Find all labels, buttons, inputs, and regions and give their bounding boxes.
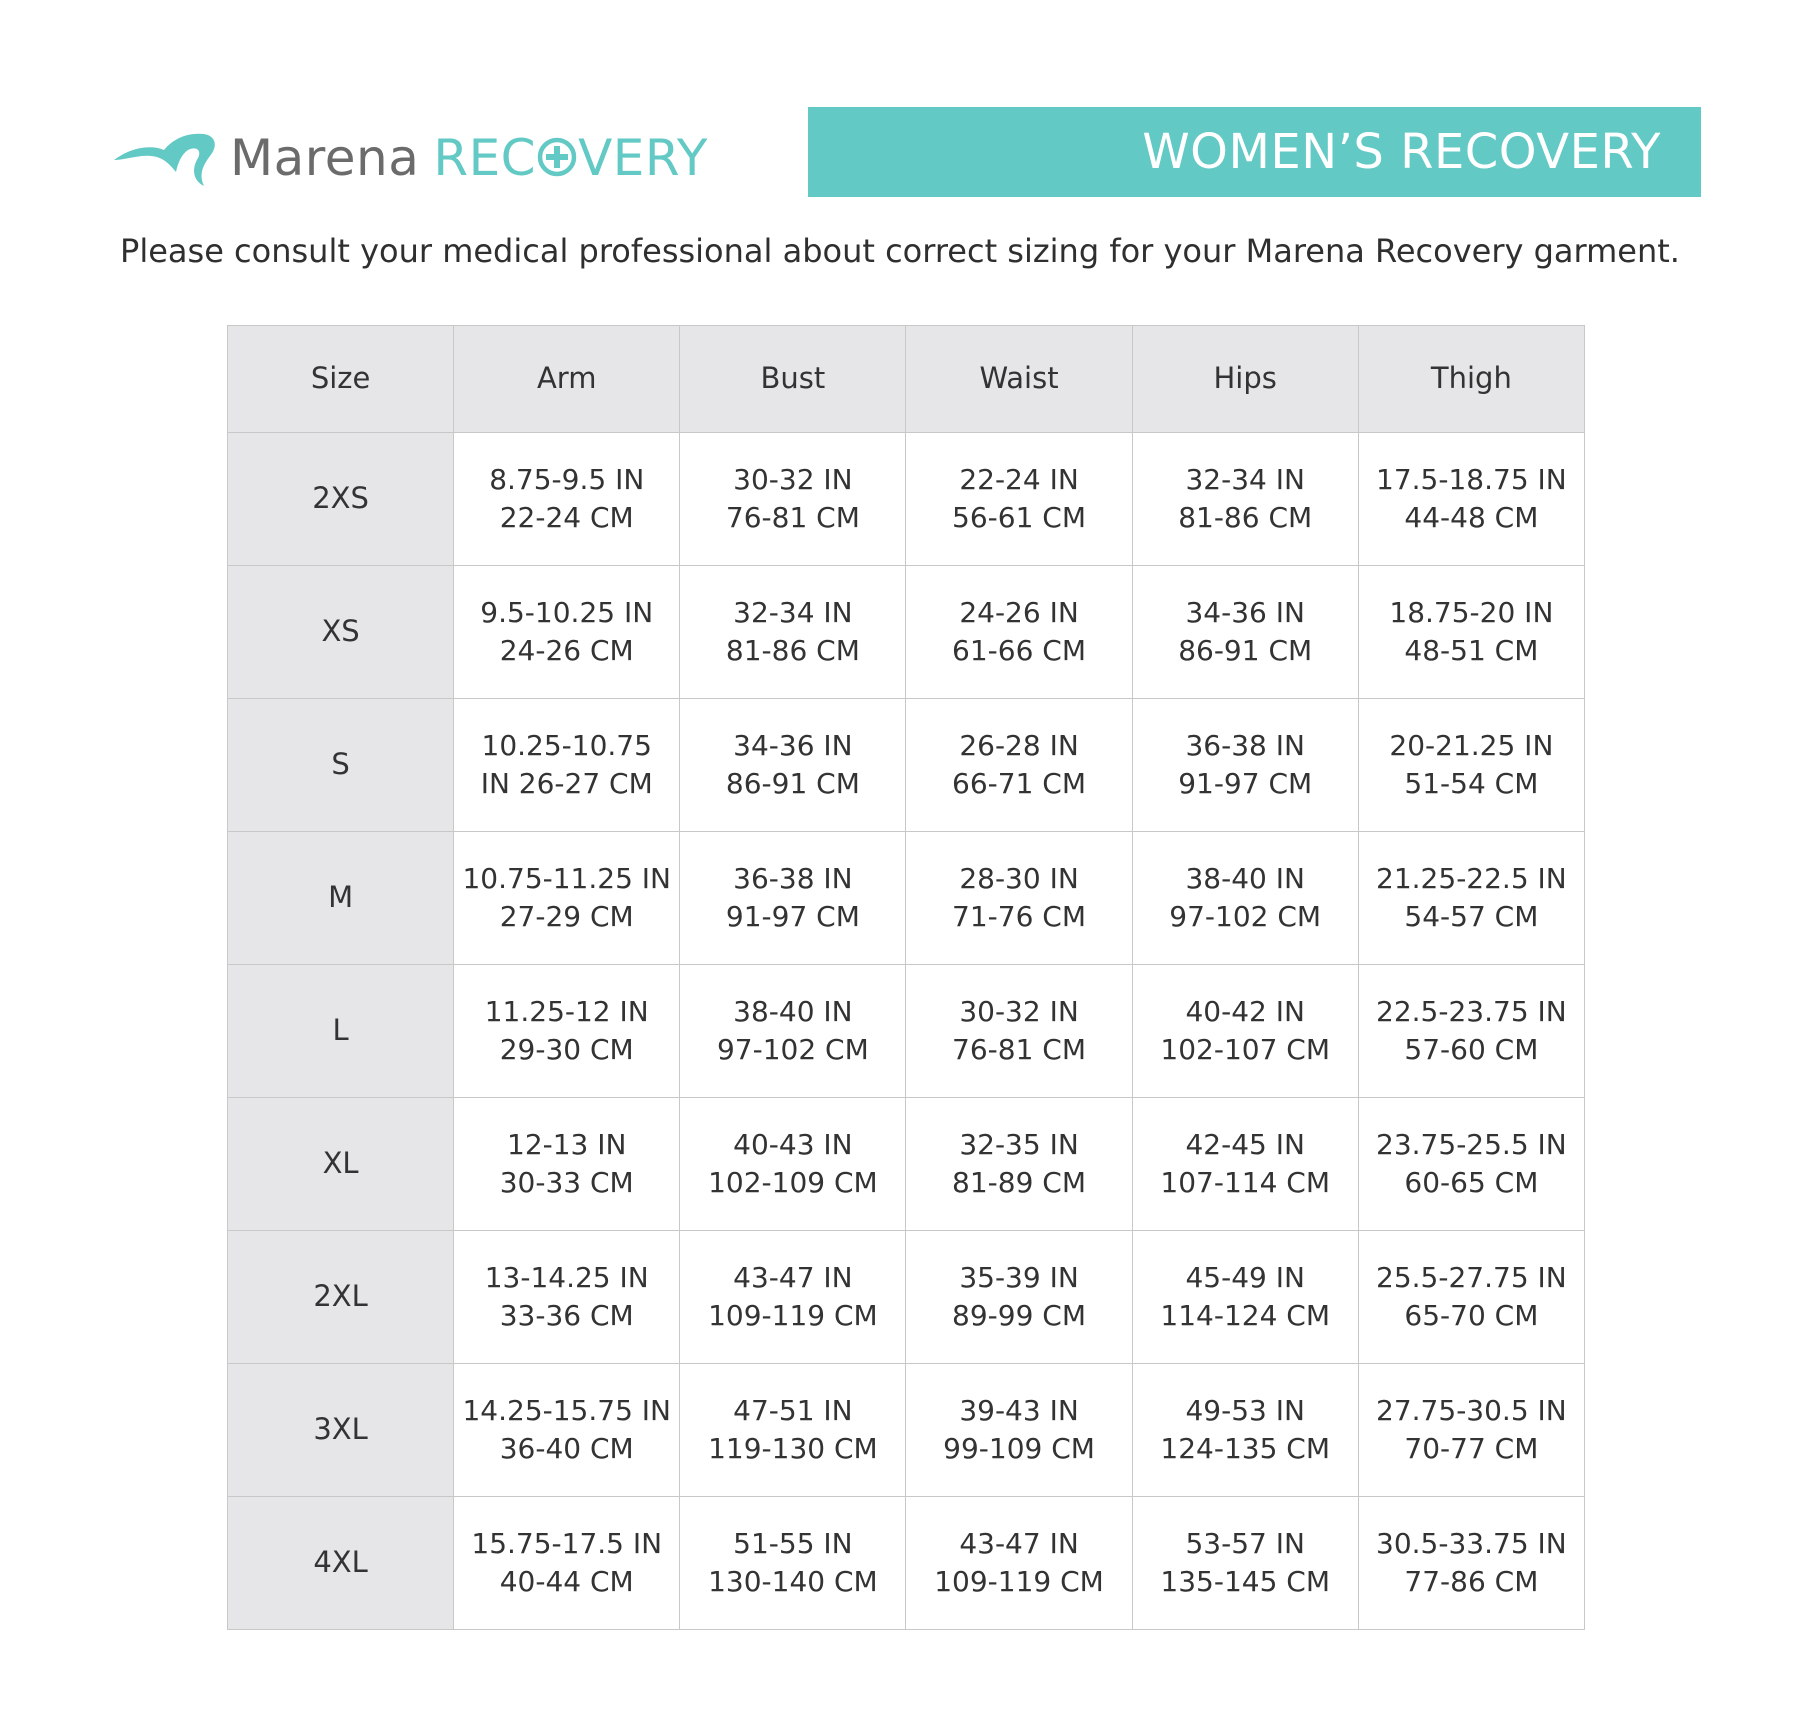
measurement-line-2: 109-119 CM [934,1565,1104,1598]
marena-recovery-logo [112,118,708,198]
measurement-line-1: 17.5-18.75 IN [1376,462,1567,496]
bust-measurement-cell [680,433,906,566]
measurement-line-1: 10.25-10.75 [481,728,652,762]
measurement-line-2: 86-91 CM [725,767,860,800]
measurement-line-2: 130-140 CM [708,1565,878,1598]
measurement-line-1: 10.75-11.25 IN [462,861,671,895]
measurement-line-2: 44-48 CM [1404,501,1539,534]
logo-product-text [433,129,708,187]
size-chart-table [227,325,1585,1630]
measurement-line-1: 45-49 IN [1185,1260,1305,1294]
measurement-line-2: 27-29 CM [499,900,634,933]
measurement-line-1: 36-38 IN [733,861,853,895]
measurement-line-2: 97-102 CM [716,1033,869,1066]
measurement-line-1: 40-43 IN [733,1127,853,1161]
logo-product-suffix: VERY [578,129,708,187]
thigh-measurement-cell [1358,433,1584,566]
waist-measurement-cell [906,965,1132,1098]
logo-wordmark [230,129,708,187]
header-row [228,326,1585,433]
measurement-line-2: 119-130 CM [708,1432,878,1465]
measurement-line-2: IN 26-27 CM [480,767,653,800]
measurement-line-2: 135-145 CM [1160,1565,1330,1598]
size-label-cell: L [228,965,454,1098]
measurement-line-2: 57-60 CM [1404,1033,1539,1066]
hips-measurement-cell [1132,965,1358,1098]
banner-title: WOMEN’S RECOVERY [1142,124,1661,180]
measurement-line-1: 20-21.25 IN [1389,728,1554,762]
hips-measurement-cell [1132,1231,1358,1364]
measurement-line-2: 56-61 CM [952,501,1087,534]
column-header-thigh: Thigh [1358,326,1584,433]
measurement-line-2: 97-102 CM [1169,900,1322,933]
measurement-line-1: 27.75-30.5 IN [1376,1393,1567,1427]
hips-measurement-cell [1132,1497,1358,1630]
medical-cross-icon [537,137,577,177]
table-row [228,1497,1585,1630]
measurement-line-1: 13-14.25 IN [484,1260,649,1294]
column-header-size: Size [228,326,454,433]
measurement-line-2: 86-91 CM [1178,634,1313,667]
arm-measurement-cell [454,832,680,965]
measurement-line-1: 15.75-17.5 IN [471,1526,663,1560]
measurement-line-1: 28-30 IN [959,861,1079,895]
waist-measurement-cell [906,1231,1132,1364]
size-label-cell: 3XL [228,1364,454,1497]
measurement-line-2: 124-135 CM [1160,1432,1330,1465]
bust-measurement-cell [680,566,906,699]
table-row [228,433,1585,566]
measurement-line-2: 30-33 CM [499,1166,634,1199]
thigh-measurement-cell [1358,1497,1584,1630]
measurement-line-1: 32-34 IN [733,595,853,629]
measurement-line-1: 26-28 IN [959,728,1079,762]
waist-measurement-cell [906,1497,1132,1630]
thigh-measurement-cell [1358,566,1584,699]
measurement-line-2: 99-109 CM [943,1432,1095,1465]
category-banner [808,107,1701,197]
table-row [228,1098,1585,1231]
measurement-line-2: 24-26 CM [499,634,634,667]
measurement-line-2: 89-99 CM [952,1299,1087,1332]
waist-measurement-cell [906,832,1132,965]
measurement-line-1: 30-32 IN [733,462,853,496]
hips-measurement-cell [1132,1364,1358,1497]
table-row [228,1364,1585,1497]
measurement-line-1: 32-35 IN [959,1127,1079,1161]
measurement-line-1: 34-36 IN [733,728,853,762]
table-row [228,1231,1585,1364]
bust-measurement-cell [680,1497,906,1630]
table-row [228,965,1585,1098]
size-label-cell: 2XS [228,433,454,566]
bust-measurement-cell [680,832,906,965]
measurement-line-2: 70-77 CM [1404,1432,1539,1465]
marena-swoosh-icon [112,124,220,192]
arm-measurement-cell [454,699,680,832]
measurement-line-1: 32-34 IN [1185,462,1305,496]
waist-measurement-cell [906,699,1132,832]
thigh-measurement-cell [1358,699,1584,832]
measurement-line-2: 76-81 CM [725,501,860,534]
column-header-arm: Arm [454,326,680,433]
measurement-line-1: 12-13 IN [507,1127,627,1161]
measurement-line-1: 21.25-22.5 IN [1376,861,1567,895]
measurement-line-2: 36-40 CM [499,1432,634,1465]
sizing-disclaimer: Please consult your medical professional about correct sizing for your Marena Recovery garment. [120,232,1680,270]
arm-measurement-cell [454,1231,680,1364]
bust-measurement-cell [680,1098,906,1231]
measurement-line-1: 35-39 IN [959,1260,1079,1294]
measurement-line-2: 54-57 CM [1404,900,1539,933]
hips-measurement-cell [1132,699,1358,832]
measurement-line-2: 48-51 CM [1404,634,1539,667]
measurement-line-2: 109-119 CM [708,1299,878,1332]
measurement-line-1: 22.5-23.75 IN [1376,994,1567,1028]
measurement-line-2: 81-89 CM [952,1166,1087,1199]
hips-measurement-cell [1132,433,1358,566]
table-row [228,832,1585,965]
measurement-line-2: 107-114 CM [1160,1166,1330,1199]
measurement-line-1: 43-47 IN [733,1260,853,1294]
size-label-cell: XS [228,566,454,699]
hips-measurement-cell [1132,832,1358,965]
measurement-line-2: 61-66 CM [952,634,1087,667]
measurement-line-1: 30-32 IN [959,994,1079,1028]
bust-measurement-cell [680,965,906,1098]
arm-measurement-cell [454,965,680,1098]
measurement-line-1: 43-47 IN [959,1526,1079,1560]
measurement-line-1: 38-40 IN [1185,861,1305,895]
measurement-line-1: 23.75-25.5 IN [1376,1127,1567,1161]
measurement-line-2: 71-76 CM [952,900,1087,933]
column-header-hips: Hips [1132,326,1358,433]
measurement-line-2: 33-36 CM [499,1299,634,1332]
column-header-bust: Bust [680,326,906,433]
measurement-line-1: 8.75-9.5 IN [489,462,645,496]
measurement-line-1: 11.25-12 IN [484,994,649,1028]
measurement-line-1: 14.25-15.75 IN [462,1393,671,1427]
measurement-line-1: 51-55 IN [733,1526,853,1560]
logo-product-prefix: REC [433,129,537,187]
measurement-line-1: 42-45 IN [1185,1127,1305,1161]
arm-measurement-cell [454,433,680,566]
table-row [228,699,1585,832]
measurement-line-1: 49-53 IN [1185,1393,1305,1427]
measurement-line-2: 81-86 CM [725,634,860,667]
thigh-measurement-cell [1358,1231,1584,1364]
measurement-line-1: 34-36 IN [1185,595,1305,629]
logo-brand-text: Marena [230,129,420,187]
measurement-line-1: 18.75-20 IN [1389,595,1554,629]
table-header [228,326,1585,433]
measurement-line-2: 114-124 CM [1160,1299,1330,1332]
bust-measurement-cell [680,699,906,832]
measurement-line-2: 51-54 CM [1404,767,1539,800]
measurement-line-1: 22-24 IN [959,462,1079,496]
size-label-cell: 2XL [228,1231,454,1364]
hips-measurement-cell [1132,1098,1358,1231]
measurement-line-2: 102-107 CM [1160,1033,1330,1066]
measurement-line-1: 53-57 IN [1185,1526,1305,1560]
measurement-line-1: 38-40 IN [733,994,853,1028]
waist-measurement-cell [906,1364,1132,1497]
thigh-measurement-cell [1358,1098,1584,1231]
waist-measurement-cell [906,1098,1132,1231]
measurement-line-1: 36-38 IN [1185,728,1305,762]
measurement-line-2: 40-44 CM [499,1565,634,1598]
table-row [228,566,1585,699]
bust-measurement-cell [680,1231,906,1364]
measurement-line-2: 91-97 CM [1178,767,1313,800]
measurement-line-1: 24-26 IN [959,595,1079,629]
arm-measurement-cell [454,1098,680,1231]
arm-measurement-cell [454,566,680,699]
hips-measurement-cell [1132,566,1358,699]
column-header-waist: Waist [906,326,1132,433]
thigh-measurement-cell [1358,965,1584,1098]
measurement-line-2: 29-30 CM [499,1033,634,1066]
measurement-line-2: 60-65 CM [1404,1166,1539,1199]
size-label-cell: 4XL [228,1497,454,1630]
measurement-line-2: 91-97 CM [725,900,860,933]
measurement-line-1: 47-51 IN [733,1393,853,1427]
measurement-line-1: 30.5-33.75 IN [1376,1526,1567,1560]
arm-measurement-cell [454,1364,680,1497]
measurement-line-1: 40-42 IN [1185,994,1305,1028]
bust-measurement-cell [680,1364,906,1497]
measurement-line-2: 76-81 CM [952,1033,1087,1066]
size-label-cell: XL [228,1098,454,1231]
waist-measurement-cell [906,566,1132,699]
measurement-line-2: 66-71 CM [952,767,1087,800]
measurement-line-2: 77-86 CM [1404,1565,1539,1598]
thigh-measurement-cell [1358,832,1584,965]
waist-measurement-cell [906,433,1132,566]
size-label-cell: M [228,832,454,965]
measurement-line-2: 81-86 CM [1178,501,1313,534]
measurement-line-2: 65-70 CM [1404,1299,1539,1332]
measurement-line-2: 102-109 CM [708,1166,878,1199]
thigh-measurement-cell [1358,1364,1584,1497]
arm-measurement-cell [454,1497,680,1630]
size-label-cell: S [228,699,454,832]
measurement-line-1: 25.5-27.75 IN [1376,1260,1567,1294]
measurement-line-1: 9.5-10.25 IN [480,595,654,629]
measurement-line-2: 22-24 CM [499,501,634,534]
measurement-line-1: 39-43 IN [959,1393,1079,1427]
table-body [228,433,1585,1630]
